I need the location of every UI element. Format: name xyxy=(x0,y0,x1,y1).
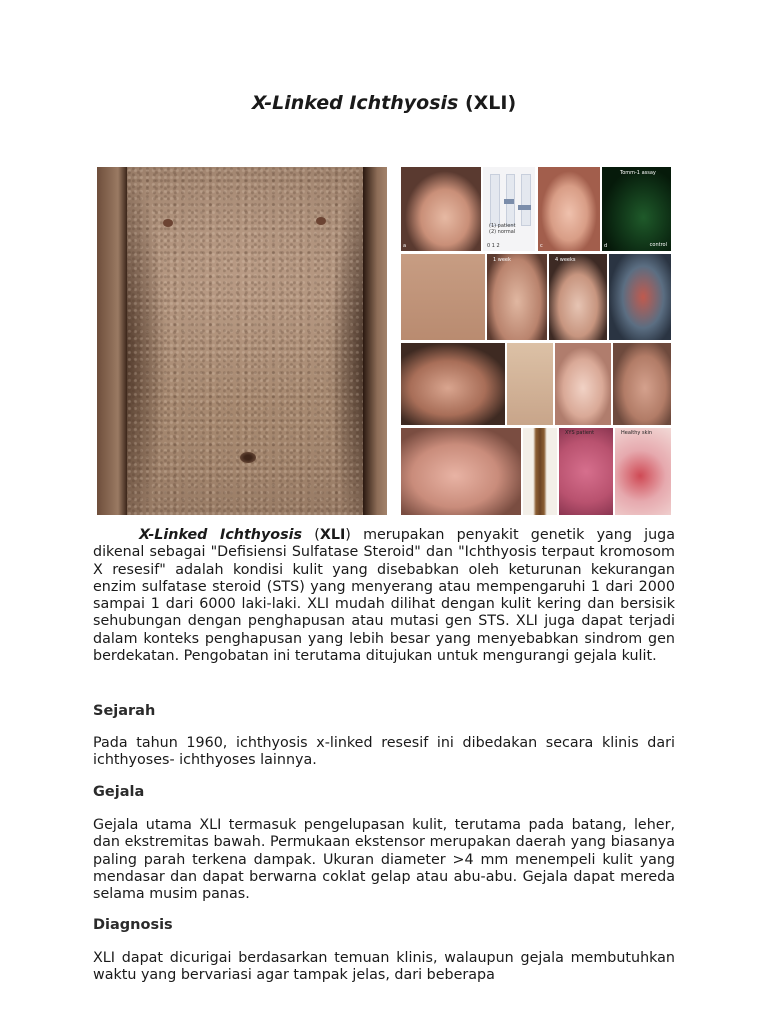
photo-scaly-feet xyxy=(401,343,505,425)
gel-band-2 xyxy=(518,205,530,210)
right-nipple xyxy=(316,217,326,225)
intro-term: X-Linked Ichthyosis xyxy=(139,527,303,543)
photo-legs-1-week xyxy=(487,254,547,340)
heading-sejarah: Sejarah xyxy=(93,703,156,719)
gel-lane-3 xyxy=(521,174,530,226)
label-4-weeks: 4 weeks xyxy=(555,257,576,263)
heading-diagnosis: Diagnosis xyxy=(93,917,173,933)
torso-photo xyxy=(97,167,387,515)
photo-newborn xyxy=(401,428,521,515)
left-arm-shade xyxy=(97,167,127,515)
navel xyxy=(240,452,256,463)
title-abbr: (XLI) xyxy=(458,92,517,114)
intro-paragraph xyxy=(93,527,675,665)
gel-legend-2: (2) normal xyxy=(489,229,516,235)
photo-foot-4-weeks xyxy=(549,254,607,340)
page-title xyxy=(0,92,768,114)
photo-hair-shaft xyxy=(523,428,557,515)
left-nipple xyxy=(163,219,173,227)
paragraph-gejala: Gejala utama XLI termasuk pengelupasan kulit, terutama pada batang, leher, dan ekstremitas bawah. Permukaan ekstensor merupakan daerah yang biasanya paling parah terkena dampak. Ukuran diameter >4 mm menempeli kulit yang mendasar dan dapat berwarna coklat gelap atau abu-abu. Gejala dapat mereda selama musim panas. xyxy=(93,817,675,903)
green-control: control xyxy=(649,242,667,248)
paragraph-diagnosis: XLI dapat dicurigai berdasarkan temuan klinis, walaupun gejala membutuhkan waktu yang bervariasi agar tampak jelas, dari beberapa xyxy=(93,950,675,984)
gel-numbers: 0 1 2 xyxy=(487,243,500,249)
gel-legend-1: (1) patient xyxy=(489,223,516,229)
photo-neck-skin xyxy=(613,343,671,425)
gel-band-1 xyxy=(504,199,514,204)
photo-scaly-skin xyxy=(401,254,485,340)
label-healthy-histo: Healthy skin xyxy=(621,430,653,436)
photo-histology-patient xyxy=(559,428,613,515)
intro-body: ) merupakan penyakit genetik yang juga dikenal sebagai "Defisiensi Sulfatase Steroid" dan "Ichthyosis terpaut kromosom X resesif" adalah kondisi kulit yang disebabkan oleh keturunan kekurangan enzim sulfatase steroid (STS) yang menyerang atau mempengaruhi 1 dari 2000 sampai 1 dari 6000 laki-laki. XLI mudah dilihat dengan kulit kering dan bersisik sehubungan dengan penghapusan atau mutasi gen STS. XLI juga dapat terjadi dalam konteks penghapusan yang lebih besar yang menyebabkan sindrom gen berdekatan. Pengobatan ini terutama ditujukan untuk mengurangi gejala kulit. xyxy=(93,527,676,665)
label-c: c xyxy=(540,243,543,249)
label-1-week: 1 week xyxy=(493,257,511,263)
photo-fluorescence-assay xyxy=(602,167,671,251)
green-title: Tomm-1 assay xyxy=(620,170,656,176)
label-d: d xyxy=(604,243,608,249)
photo-baby-face xyxy=(555,343,611,425)
photo-lower-leg xyxy=(507,343,553,425)
paragraph-sejarah: Pada tahun 1960, ichthyosis x-linked resesif ini dibedakan secara klinis dari ichthyoses- ichthyoses lainnya. xyxy=(93,735,675,769)
photo-infant-torso xyxy=(401,167,481,251)
photo-histology-healthy xyxy=(615,428,671,515)
intro-open-paren: ( xyxy=(302,527,320,543)
photo-infant-face xyxy=(538,167,600,251)
photo-hand xyxy=(609,254,671,340)
label-patient-histo: XYS patient xyxy=(565,430,595,436)
label-a: a xyxy=(403,243,407,249)
clinical-photo-collage xyxy=(401,167,671,515)
gel-lane-1 xyxy=(490,174,499,226)
photo-gel-assay xyxy=(483,167,535,251)
right-arm-shade xyxy=(363,167,387,515)
intro-abbr: XLI xyxy=(319,527,346,543)
heading-gejala: Gejala xyxy=(93,784,145,800)
title-italic: X-Linked Ichthyosis xyxy=(251,92,459,114)
